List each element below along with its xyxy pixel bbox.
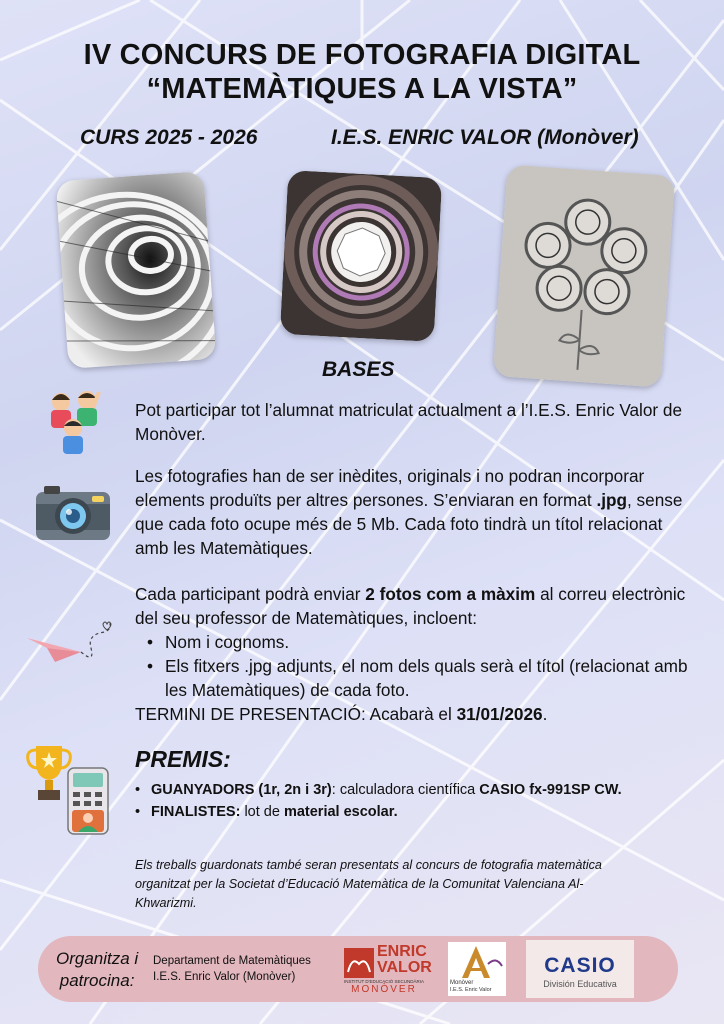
rule-photo-format-ext: .jpg [596,490,627,510]
prize-finalists: • FINALISTES: lot de material escolar. [135,804,398,820]
organizer-line-2: patrocina: [59,971,135,990]
prizes-heading: PREMIS: [135,746,231,772]
logo-monover-text: Monòver [450,980,474,986]
photo-glasses-flower [493,164,675,387]
enric-valor-logo [342,942,432,996]
paper-plane-icon [25,618,115,675]
rule-photo-format-text-a: Les fotografies han de ser inèdites, originals i no podran incorporar elements produïts per altres persones. S’enviaran en format [135,466,645,510]
rule-submission-text-c: al correu electrònic del seu professor de Matemàtiques, incloent: [135,584,686,628]
deadline-period: . [542,704,548,724]
rule-submission-text-a: Cada participant podrà enviar [135,584,366,604]
prize-winners-label: GUANYADORS (1r, 2n i 3r) [151,782,332,798]
rule-photo-format [135,464,695,560]
logo-ies-text: I.E.S. Enric Valor [450,987,492,993]
department-info [153,953,311,985]
logo-institute: INSTITUT D'EDUCACIÓ SECUNDÀRIA [343,979,425,984]
prize-winners: • GUANYADORS (1r, 2n i 3r): calculadora científica CASIO fx-991SP CW. [135,782,622,798]
photo-spiral-staircase [280,170,442,342]
logo-enric: ENRIC [377,943,427,960]
prize-finalists-text: lot de [240,804,284,820]
organizer-label [56,948,138,992]
casio-logo [526,940,634,998]
logo-valor: VALOR [377,959,432,976]
casio-brand: CASIO [544,954,616,977]
department-name: Departament de Matemàtiques [153,955,311,967]
camera-icon [34,482,112,547]
department-school: I.E.S. Enric Valor (Monòver) [153,971,296,983]
enric-valor-mark [344,948,374,978]
rule-participants: Pot participar tot l’alumnat matriculat actualment a l’I.E.S. Enric Valor de Monòver. [135,400,683,444]
rule-submission-max: 2 fotos com a màxim [365,584,536,604]
rule-photo-format-text-c: , sense que cada foto ocupe més de 5 Mb. Cada foto tindrà un títol relacionat amb les Matemàtiques. [135,490,683,558]
course-year: CURS 2025 - 2026 [80,126,258,149]
rule-submission-intro [135,582,695,630]
deadline-label: TERMINI DE PRESENTACIÓ: Acabarà el [135,704,457,724]
prizes-list [135,779,695,823]
title-line-1: IV CONCURS DE FOTOGRAFIA DIGITAL [83,39,641,71]
deadline [135,702,695,726]
submission-list [135,630,695,702]
poster-title [0,38,724,106]
rule-submission [135,582,695,726]
school-name: I.E.S. ENRIC VALOR (Monòver) [331,126,639,149]
kids-icon [45,388,101,461]
organizer-line-1: Organitza i [56,949,139,968]
bases-heading: BASES [322,358,395,381]
list-item: • Els fitxers .jpg adjunts, el nom dels quals serà el títol (relacionat amb les Matemàtiques) de cada foto. [165,654,695,702]
prize-finalists-item: material escolar. [283,804,398,820]
footnote: Els treballs guardonats també seran presentats al concurs de fotografia matemàtica organitzat per la Societat d’Educació Matemàtica de la Comunitat Valenciana Al-Khwarizmi. [135,858,602,910]
ies-monover-logo [448,942,506,996]
deadline-date: 31/01/2026 [456,704,543,724]
prize-finalists-label: FINALISTES: [151,804,241,820]
title-line-2: “MATEMÀTIQUES A LA VISTA” [146,73,578,105]
footer-bar [38,936,678,1002]
calculator-icon [66,766,112,843]
prize-winners-model: CASIO fx-991SP CW. [479,782,622,798]
list-item: • Nom i cognoms. [165,630,695,654]
casio-division: División Educativa [543,979,617,989]
photo-spiral-tape [56,171,217,369]
prize-winners-text: : calculadora científica [331,782,480,798]
logo-monover: MONÒVER [351,984,417,995]
